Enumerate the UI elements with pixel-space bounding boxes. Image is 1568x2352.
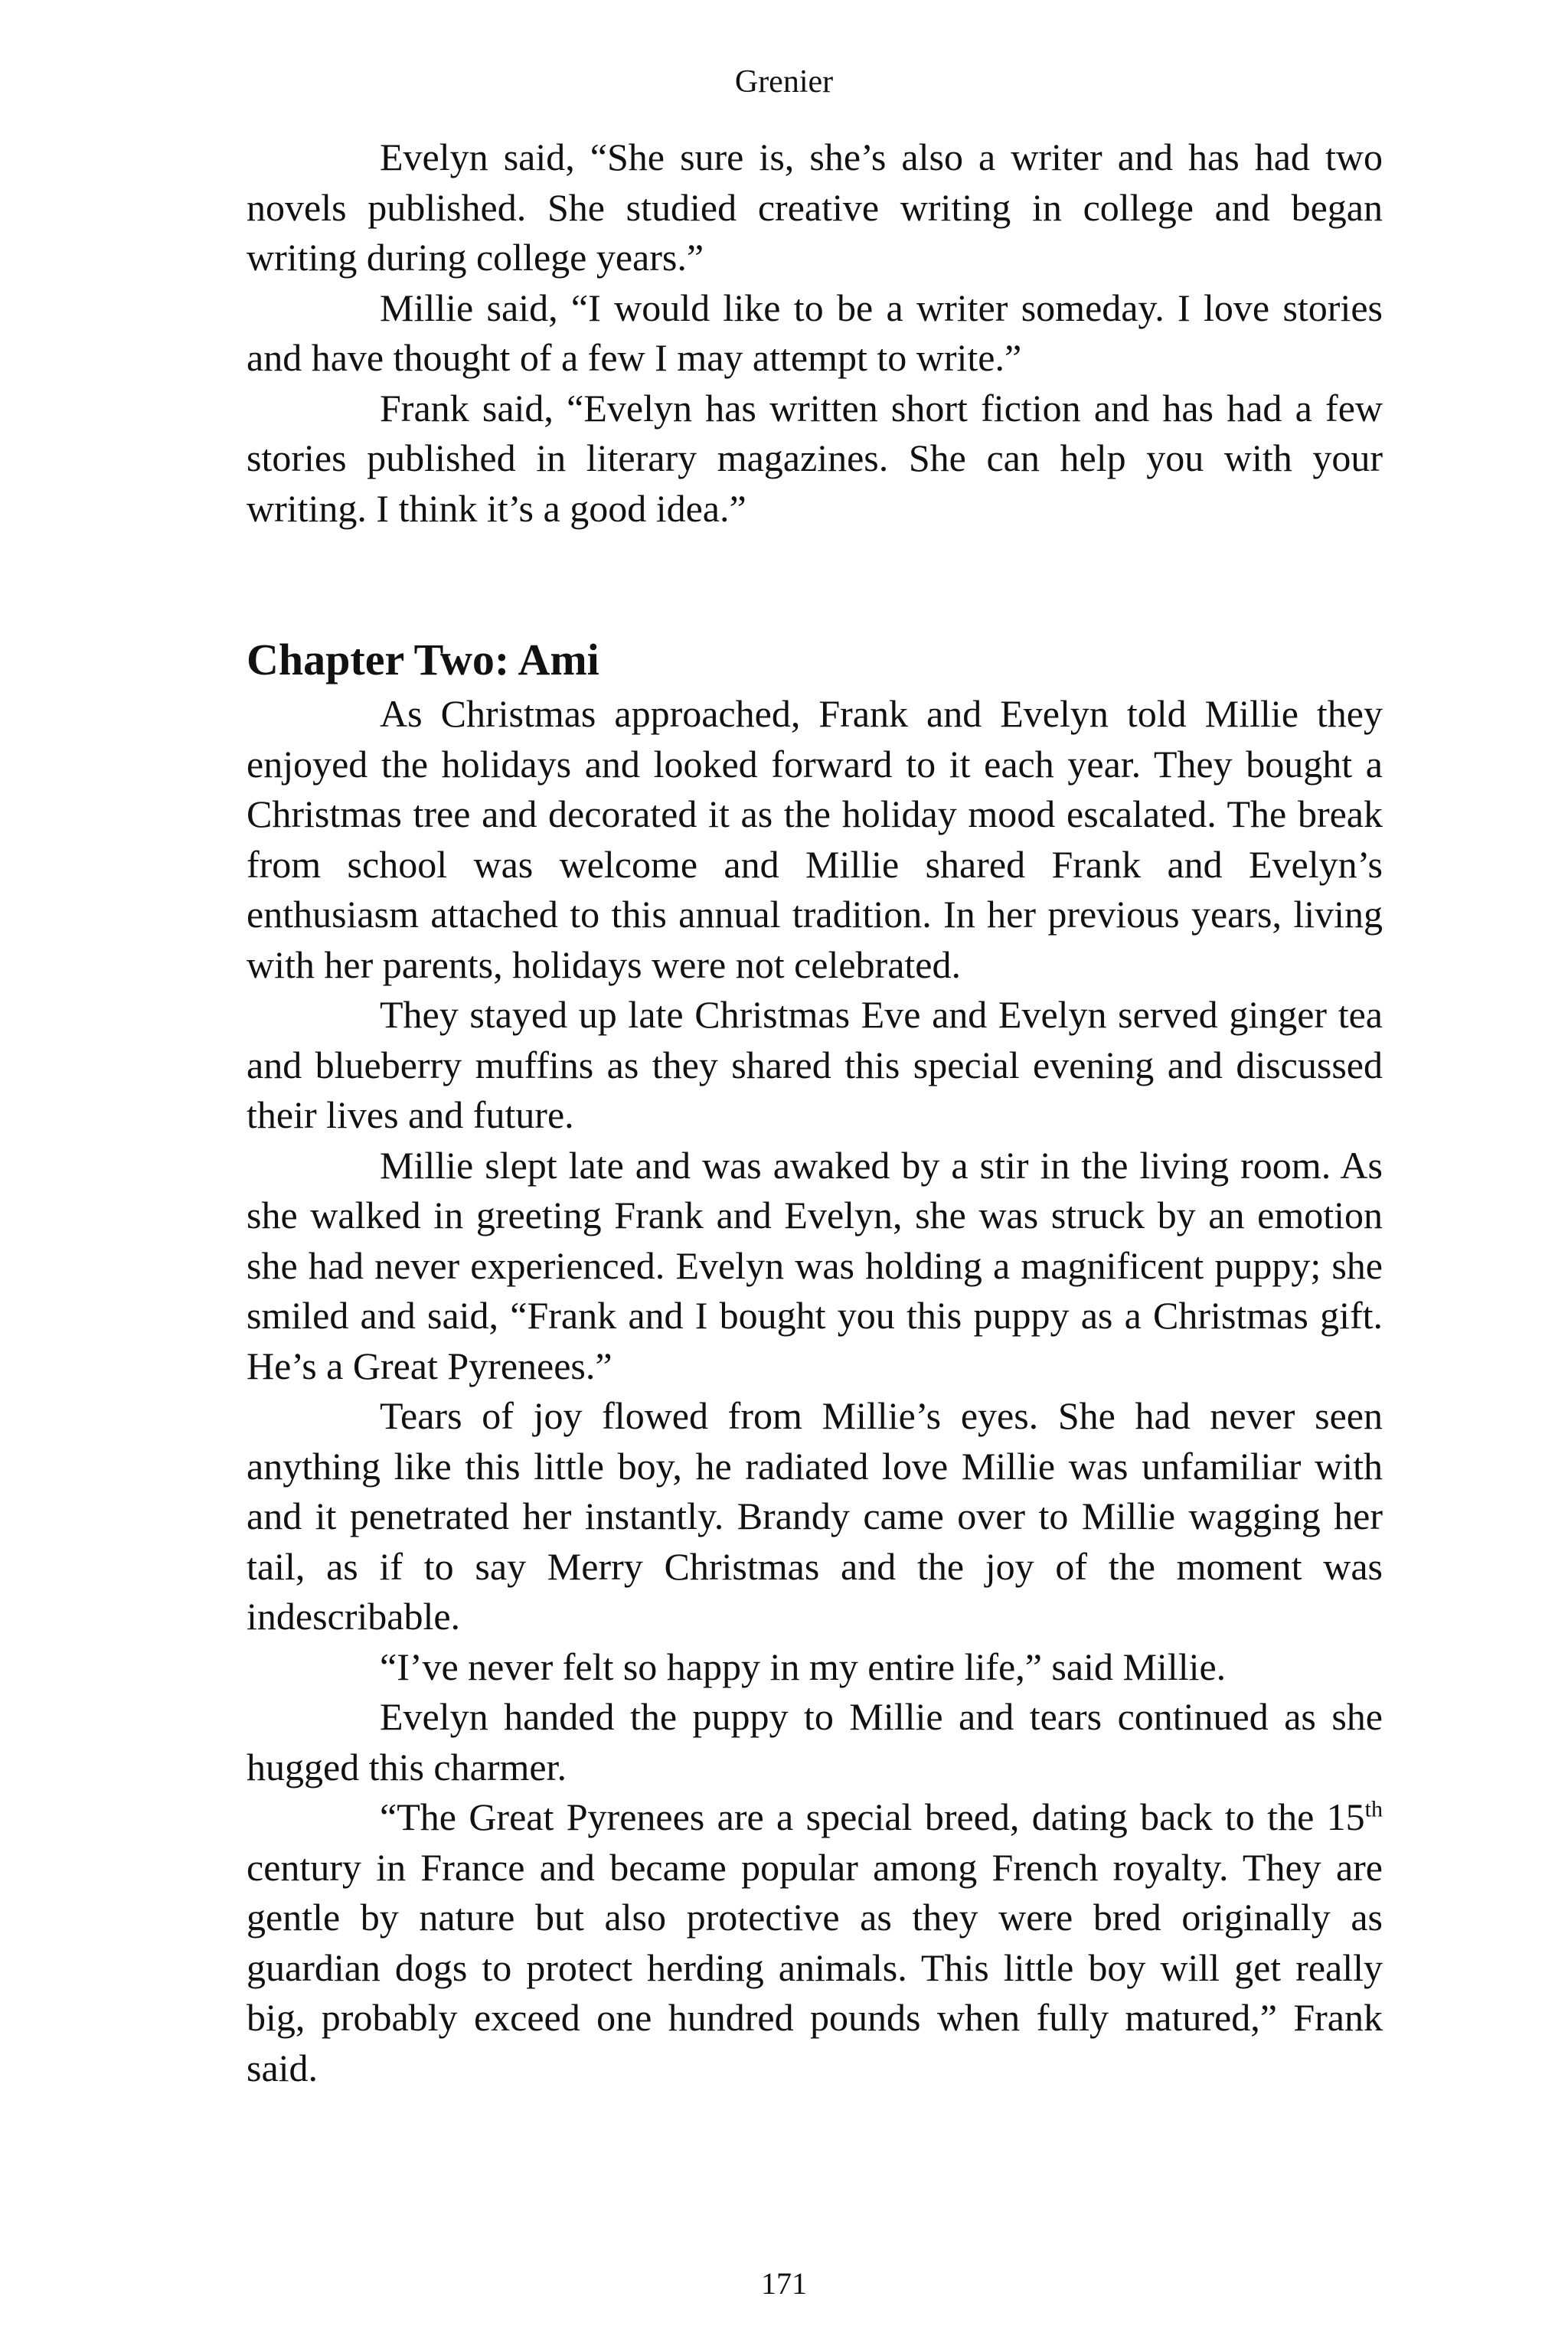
paragraph: They stayed up late Christmas Eve and Evelyn served ginger tea and blueberry muffins as they shared this special evening and discussed their lives and future. — [247, 993, 1383, 1136]
paragraph: Millie said, “I would like to be a writer someday. I love stories and have thought of a few I may attempt to write.” — [247, 286, 1383, 379]
chapter-title: Chapter Two: Ami — [247, 635, 599, 684]
paragraph-text: century in France and became popular among French royalty. They are gentle by nature but also protective as they were bred originally as guardian dogs to protect herding animals. This little boy will get really big, probably exceed one hundred pounds when fully matured,” Frank said. — [247, 1845, 1383, 2089]
paragraph-with-superscript — [247, 1792, 1383, 2093]
paragraph: “I’ve never felt so happy in my entire life,” said Millie. — [380, 1645, 1227, 1688]
paragraph: Evelyn said, “She sure is, she’s also a writer and has had two novels published. She studied creative writing in college and began writing during college years.” — [247, 136, 1383, 279]
paragraph: Frank said, “Evelyn has written short fiction and has had a few stories published in literary magazines. She can help you with your writing. I think it’s a good idea.” — [247, 386, 1383, 530]
running-head: Grenier — [734, 64, 834, 100]
paragraph: As Christmas approached, Frank and Evelyn told Millie they enjoyed the holidays and looked forward to it each year. They bought a Christmas tree and decorated it as the holiday mood escalated. The break from school was welcome and Millie shared Frank and Evelyn’s enthusiasm attached to this annual tradition. In her previous years, living with her parents, holidays were not celebrated. — [247, 692, 1383, 986]
paragraph: Evelyn handed the puppy to Millie and tears continued as she hugged this charmer. — [247, 1695, 1383, 1788]
chapter-body — [247, 689, 1383, 2093]
ordinal-superscript: th — [1364, 1796, 1383, 1822]
page-number: 171 — [761, 2266, 807, 2301]
previous-chapter-text — [247, 132, 1383, 534]
paragraph: Millie slept late and was awaked by a stir in the living room. As she walked in greeting Frank and Evelyn, she was struck by an emotion she had never experienced. Evelyn was holding a magnificent puppy; she smiled and said, “Frank and I bought you this puppy as a Christmas gift. He’s a Great Pyrenees.” — [247, 1143, 1383, 1387]
paragraph: Tears of joy flowed from Millie’s eyes. She had never seen anything like this little boy, he radiated love Millie was unfamiliar with and it penetrated her instantly. Brandy came over to Millie wagging her tail, as if to say Merry Christmas and the joy of the moment was indescribable. — [247, 1394, 1383, 1638]
paragraph-text: “The Great Pyrenees are a special breed, dating back to the 15 — [380, 1795, 1365, 1838]
